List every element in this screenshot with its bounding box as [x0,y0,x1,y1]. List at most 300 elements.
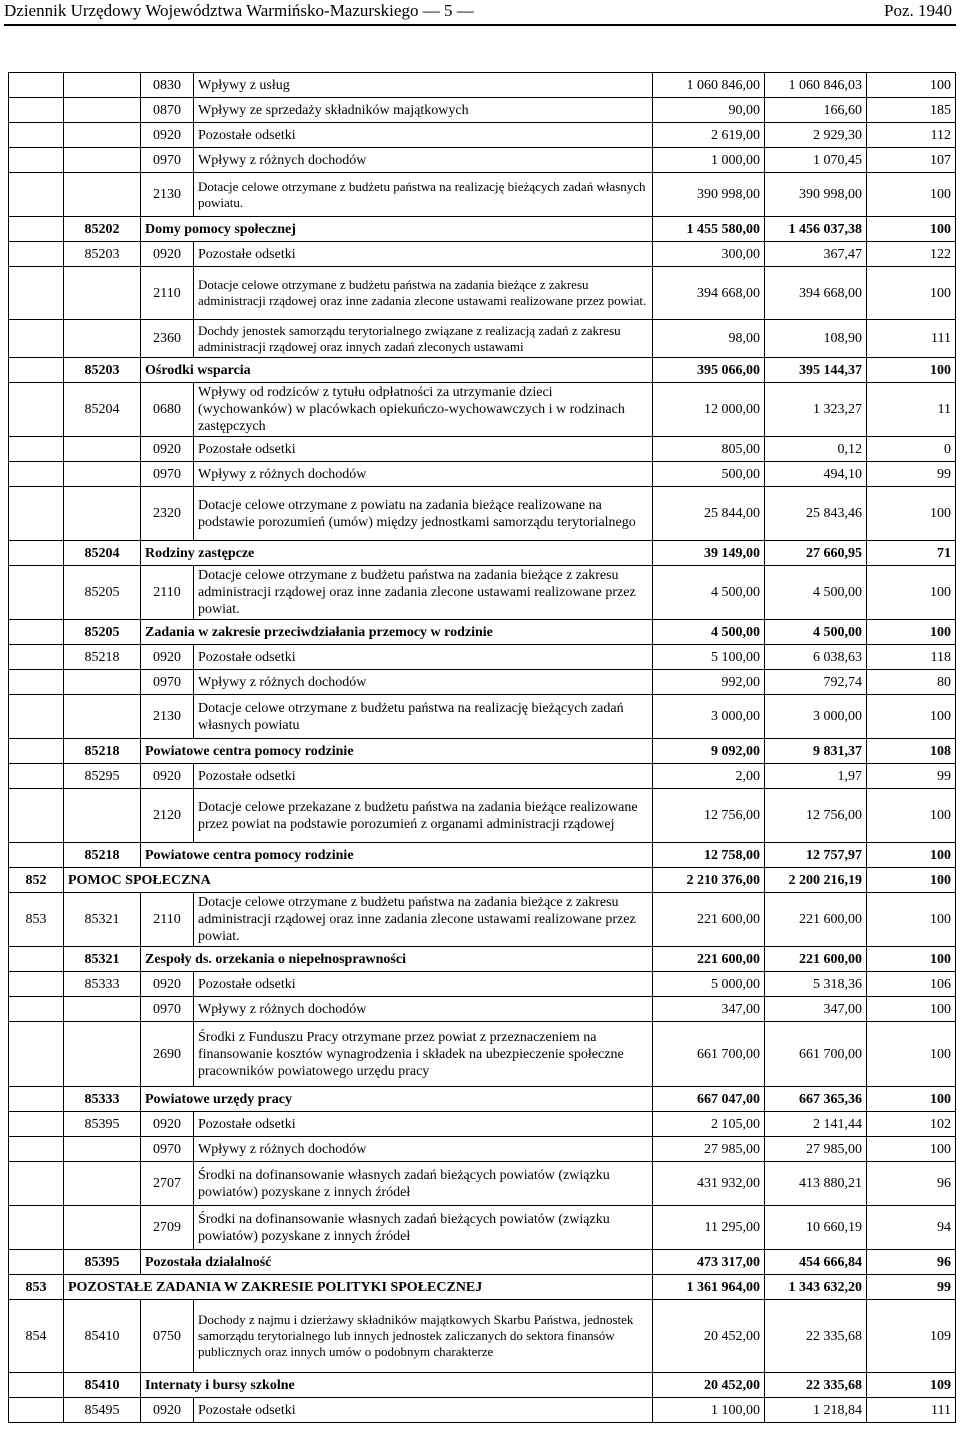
plan-amount: 5 100,00 [653,645,765,670]
executed-amount: 394 668,00 [765,267,867,320]
executed-amount: 367,47 [765,242,867,267]
chapter-code: 85410 [64,1300,141,1373]
chapter-code [64,1137,141,1162]
revenue-description: Wpływy z różnych dochodów [194,462,653,487]
section-label: POZOSTAŁE ZADANIA W ZAKRESIE POLITYKI SPOŁECZNEJ [64,1275,653,1300]
paragraph-code: 0920 [141,123,194,148]
execution-percent: 100 [867,997,956,1022]
chapter-code [64,997,141,1022]
chapter-code: 85495 [64,1398,141,1423]
journal-title: Dziennik Urzędowy Województwa Warmińsko-Mazurskiego — 5 — [4,1,474,20]
executed-amount: 661 700,00 [765,1022,867,1087]
chapter-total-row [9,1250,956,1275]
revenue-description: Wpływy z różnych dochodów [194,997,653,1022]
paragraph-code: 0920 [141,437,194,462]
execution-percent: 100 [867,620,956,645]
execution-percent: 80 [867,670,956,695]
executed-amount: 395 144,37 [765,358,867,383]
plan-amount: 394 668,00 [653,267,765,320]
chapter-code: 85205 [64,620,141,645]
chapter-label: Ośrodki wsparcia [141,358,653,383]
section-code [9,1250,64,1275]
section-code [9,487,64,541]
execution-percent: 100 [867,487,956,541]
chapter-code: 85202 [64,217,141,242]
revenue-description: Wpływy z różnych dochodów [194,1137,653,1162]
executed-amount: 494,10 [765,462,867,487]
section-code [9,843,64,868]
plan-amount: 1 060 846,00 [653,73,765,98]
execution-percent: 94 [867,1206,956,1250]
table-row [9,670,956,695]
paragraph-code: 2690 [141,1022,194,1087]
execution-percent: 111 [867,1398,956,1423]
plan-amount: 1 100,00 [653,1398,765,1423]
section-code [9,383,64,437]
execution-percent: 100 [867,267,956,320]
chapter-label: Powiatowe centra pomocy rodzinie [141,739,653,764]
executed-amount: 22 335,68 [765,1373,867,1398]
executed-amount: 12 756,00 [765,789,867,843]
executed-amount: 1 070,45 [765,148,867,173]
plan-amount: 20 452,00 [653,1300,765,1373]
plan-amount: 221 600,00 [653,947,765,972]
revenue-description: Pozostałe odsetki [194,123,653,148]
executed-amount: 108,90 [765,320,867,358]
executed-amount: 2 929,30 [765,123,867,148]
paragraph-code: 0920 [141,1112,194,1137]
section-code [9,1137,64,1162]
table-row [9,267,956,320]
section-code [9,997,64,1022]
executed-amount: 4 500,00 [765,620,867,645]
chapter-code: 85333 [64,1087,141,1112]
table-row [9,1022,956,1087]
execution-percent: 107 [867,148,956,173]
plan-amount: 20 452,00 [653,1373,765,1398]
budget-table-body [9,73,956,1423]
revenue-description: Wpływy od rodziców z tytułu odpłatności za utrzymanie dzieci (wychowanków) w placówkach opiekuńczo-wychowawczych i w rodzinach zastępczych [194,383,653,437]
table-row [9,487,956,541]
revenue-description: Dotacje celowe otrzymane z budżetu państwa na zadania bieżące z zakresu administracji rządowej oraz inne zadania zlecone ustawami realizowane przez powiat. [194,267,653,320]
table-row [9,383,956,437]
execution-percent: 185 [867,98,956,123]
table-row [9,1398,956,1423]
executed-amount: 2 200 216,19 [765,868,867,893]
section-code [9,566,64,620]
revenue-description: Środki na dofinansowanie własnych zadań bieżących powiatów (związku powiatów) pozyskane z innych źródeł [194,1162,653,1206]
section-code [9,1162,64,1206]
plan-amount: 221 600,00 [653,893,765,947]
executed-amount: 2 141,44 [765,1112,867,1137]
execution-percent: 111 [867,320,956,358]
plan-amount: 2 210 376,00 [653,868,765,893]
chapter-code [64,98,141,123]
execution-percent: 100 [867,73,956,98]
table-row [9,98,956,123]
chapter-code [64,462,141,487]
plan-amount: 805,00 [653,437,765,462]
revenue-description: Wpływy z różnych dochodów [194,670,653,695]
table-row [9,695,956,739]
chapter-code [64,695,141,739]
section-code [9,645,64,670]
execution-percent: 109 [867,1373,956,1398]
chapter-total-row [9,843,956,868]
revenue-description: Pozostałe odsetki [194,764,653,789]
section-code: 853 [9,893,64,947]
paragraph-code: 0870 [141,98,194,123]
executed-amount: 27 985,00 [765,1137,867,1162]
section-total-row [9,1275,956,1300]
table-row [9,173,956,217]
execution-percent: 0 [867,437,956,462]
position-number: Poz. 1940 [884,1,952,20]
paragraph-code: 0920 [141,972,194,997]
plan-amount: 500,00 [653,462,765,487]
plan-amount: 5 000,00 [653,972,765,997]
table-row [9,997,956,1022]
revenue-description: Dochdy jenostek samorządu terytorialnego związane z realizacją zadań z zakresu administracji rządowej oraz innych zadań zleconych ustawami [194,320,653,358]
execution-percent: 112 [867,123,956,148]
chapter-total-row [9,1373,956,1398]
plan-amount: 395 066,00 [653,358,765,383]
plan-amount: 3 000,00 [653,695,765,739]
section-code [9,695,64,739]
revenue-description: Pozostałe odsetki [194,437,653,462]
chapter-total-row [9,947,956,972]
section-code [9,620,64,645]
table-row [9,1137,956,1162]
chapter-total-row [9,620,956,645]
paragraph-code: 2130 [141,695,194,739]
plan-amount: 431 932,00 [653,1162,765,1206]
paragraph-code: 2360 [141,320,194,358]
executed-amount: 5 318,36 [765,972,867,997]
revenue-description: Pozostałe odsetki [194,1112,653,1137]
execution-percent: 100 [867,358,956,383]
execution-percent: 71 [867,541,956,566]
table-row [9,789,956,843]
chapter-code: 85205 [64,566,141,620]
paragraph-code: 0970 [141,1137,194,1162]
plan-amount: 992,00 [653,670,765,695]
revenue-description: Pozostałe odsetki [194,1398,653,1423]
paragraph-code: 2110 [141,893,194,947]
paragraph-code: 0970 [141,670,194,695]
chapter-code: 85410 [64,1373,141,1398]
chapter-code: 85295 [64,764,141,789]
execution-percent: 99 [867,1275,956,1300]
plan-amount: 11 295,00 [653,1206,765,1250]
executed-amount: 10 660,19 [765,1206,867,1250]
execution-percent: 100 [867,843,956,868]
plan-amount: 1 455 580,00 [653,217,765,242]
chapter-code [64,1206,141,1250]
chapter-code: 85218 [64,739,141,764]
revenue-description: Pozostałe odsetki [194,645,653,670]
execution-percent: 100 [867,868,956,893]
plan-amount: 9 092,00 [653,739,765,764]
plan-amount: 473 317,00 [653,1250,765,1275]
paragraph-code: 2130 [141,173,194,217]
revenue-description: Pozostałe odsetki [194,242,653,267]
plan-amount: 347,00 [653,997,765,1022]
execution-percent: 11 [867,383,956,437]
execution-percent: 102 [867,1112,956,1137]
executed-amount: 347,00 [765,997,867,1022]
execution-percent: 100 [867,217,956,242]
table-row [9,123,956,148]
revenue-description: Dotacje celowe otrzymane z budżetu państwa na zadania bieżące z zakresu administracji rządowej oraz inne zadania zlecone ustawami realizowane przez powiat. [194,566,653,620]
executed-amount: 221 600,00 [765,893,867,947]
execution-percent: 100 [867,1087,956,1112]
plan-amount: 25 844,00 [653,487,765,541]
table-row [9,148,956,173]
plan-amount: 390 998,00 [653,173,765,217]
chapter-code [64,148,141,173]
paragraph-code: 2707 [141,1162,194,1206]
section-code: 854 [9,1300,64,1373]
chapter-code: 85333 [64,972,141,997]
table-row [9,1206,956,1250]
chapter-code: 85204 [64,383,141,437]
executed-amount: 221 600,00 [765,947,867,972]
revenue-description: Dotacje celowe otrzymane z budżetu państwa na realizację bieżących zadań własnych powiatu [194,695,653,739]
execution-percent: 109 [867,1300,956,1373]
section-code [9,173,64,217]
execution-percent: 99 [867,462,956,487]
section-code [9,670,64,695]
executed-amount: 27 660,95 [765,541,867,566]
paragraph-code: 0920 [141,1398,194,1423]
execution-percent: 96 [867,1162,956,1206]
plan-amount: 1 361 964,00 [653,1275,765,1300]
executed-amount: 667 365,36 [765,1087,867,1112]
execution-percent: 100 [867,566,956,620]
executed-amount: 3 000,00 [765,695,867,739]
section-code [9,242,64,267]
chapter-code: 85321 [64,893,141,947]
section-code [9,358,64,383]
chapter-label: Powiatowe centra pomocy rodzinie [141,843,653,868]
plan-amount: 1 000,00 [653,148,765,173]
chapter-code: 85204 [64,541,141,566]
executed-amount: 4 500,00 [765,566,867,620]
section-code [9,1022,64,1087]
plan-amount: 39 149,00 [653,541,765,566]
execution-percent: 100 [867,893,956,947]
section-code [9,972,64,997]
plan-amount: 4 500,00 [653,620,765,645]
chapter-code [64,789,141,843]
chapter-label: Rodziny zastępcze [141,541,653,566]
executed-amount: 792,74 [765,670,867,695]
plan-amount: 2 105,00 [653,1112,765,1137]
revenue-description: Dotacje celowe otrzymane z budżetu państwa na realizację bieżących zadań własnych powiatu. [194,173,653,217]
chapter-code: 85218 [64,843,141,868]
paragraph-code: 0750 [141,1300,194,1373]
executed-amount: 0,12 [765,437,867,462]
table-row [9,437,956,462]
section-code [9,462,64,487]
section-code [9,148,64,173]
chapter-code: 85218 [64,645,141,670]
execution-percent: 118 [867,645,956,670]
paragraph-code: 0970 [141,997,194,1022]
paragraph-code: 0970 [141,462,194,487]
executed-amount: 1 323,27 [765,383,867,437]
execution-percent: 100 [867,173,956,217]
section-code: 852 [9,868,64,893]
executed-amount: 1 456 037,38 [765,217,867,242]
section-code [9,1373,64,1398]
chapter-total-row [9,541,956,566]
execution-percent: 100 [867,789,956,843]
chapter-code [64,123,141,148]
executed-amount: 1,97 [765,764,867,789]
revenue-description: Dotacje celowe otrzymane z budżetu państwa na zadania bieżące z zakresu administracji rządowej oraz inne zadania zlecone ustawami realizowane przez powiat. [194,893,653,947]
chapter-code [64,437,141,462]
table-row [9,242,956,267]
plan-amount: 12 756,00 [653,789,765,843]
plan-amount: 12 758,00 [653,843,765,868]
chapter-code: 85203 [64,358,141,383]
revenue-description: Dotacje celowe otrzymane z powiatu na zadania bieżące realizowane na podstawie porozumień (umów) między jednostkami samorządu terytorialnego [194,487,653,541]
revenue-description: Dotacje celowe przekazane z budżetu państwa na zadania bieżące realizowane przez powiat na podstawie porozumień z organami administracji rządowej [194,789,653,843]
paragraph-code: 0970 [141,148,194,173]
table-row [9,1300,956,1373]
executed-amount: 9 831,37 [765,739,867,764]
executed-amount: 454 666,84 [765,1250,867,1275]
section-code [9,1087,64,1112]
section-code [9,267,64,320]
plan-amount: 2,00 [653,764,765,789]
section-code [9,764,64,789]
table-row [9,1112,956,1137]
plan-amount: 12 000,00 [653,383,765,437]
executed-amount: 1 343 632,20 [765,1275,867,1300]
revenue-description: Wpływy z usług [194,73,653,98]
chapter-total-row [9,1087,956,1112]
plan-amount: 90,00 [653,98,765,123]
plan-amount: 27 985,00 [653,1137,765,1162]
plan-amount: 667 047,00 [653,1087,765,1112]
table-row [9,645,956,670]
table-row [9,972,956,997]
revenue-description: Środki na dofinansowanie własnych zadań bieżących powiatów (związku powiatów) pozyskane z innych źródeł [194,1206,653,1250]
table-row [9,73,956,98]
chapter-label: Internaty i bursy szkolne [141,1373,653,1398]
table-row [9,1162,956,1206]
chapter-code [64,1022,141,1087]
chapter-code [64,320,141,358]
section-code [9,98,64,123]
revenue-description: Wpływy z różnych dochodów [194,148,653,173]
executed-amount: 25 843,46 [765,487,867,541]
executed-amount: 6 038,63 [765,645,867,670]
section-code: 853 [9,1275,64,1300]
paragraph-code: 0920 [141,645,194,670]
paragraph-code: 0680 [141,383,194,437]
paragraph-code: 0920 [141,764,194,789]
execution-percent: 99 [867,764,956,789]
budget-table [8,72,956,1423]
chapter-total-row [9,358,956,383]
execution-percent: 100 [867,1137,956,1162]
paragraph-code: 2110 [141,566,194,620]
section-code [9,947,64,972]
table-row [9,320,956,358]
executed-amount: 1 218,84 [765,1398,867,1423]
chapter-total-row [9,217,956,242]
plan-amount: 661 700,00 [653,1022,765,1087]
chapter-label: Zadania w zakresie przeciwdziałania przemocy w rodzinie [141,620,653,645]
revenue-description: Środki z Funduszu Pracy otrzymane przez powiat z przeznaczeniem na finansowanie kosztów wynagrodzenia i składek na ubezpieczenie społeczne pracowników powiatowego urzędu pracy [194,1022,653,1087]
section-code [9,1112,64,1137]
chapter-label: Domy pomocy społecznej [141,217,653,242]
chapter-code: 85395 [64,1112,141,1137]
execution-percent: 100 [867,695,956,739]
section-code [9,217,64,242]
executed-amount: 413 880,21 [765,1162,867,1206]
chapter-code: 85321 [64,947,141,972]
revenue-description: Wpływy ze sprzedaży składników majątkowych [194,98,653,123]
paragraph-code: 2120 [141,789,194,843]
execution-percent: 106 [867,972,956,997]
execution-percent: 100 [867,947,956,972]
table-row [9,764,956,789]
chapter-label: Pozostała działalność [141,1250,653,1275]
table-row [9,893,956,947]
executed-amount: 22 335,68 [765,1300,867,1373]
chapter-label: Powiatowe urzędy pracy [141,1087,653,1112]
section-code [9,1398,64,1423]
chapter-code [64,1162,141,1206]
section-label: POMOC SPOŁECZNA [64,868,653,893]
chapter-code: 85203 [64,242,141,267]
section-code [9,789,64,843]
plan-amount: 2 619,00 [653,123,765,148]
chapter-code [64,670,141,695]
chapter-label: Zespoły ds. orzekania o niepełnosprawności [141,947,653,972]
paragraph-code: 0920 [141,242,194,267]
plan-amount: 98,00 [653,320,765,358]
plan-amount: 4 500,00 [653,566,765,620]
revenue-description: Pozostałe odsetki [194,972,653,997]
paragraph-code: 0830 [141,73,194,98]
execution-percent: 96 [867,1250,956,1275]
section-code [9,73,64,98]
chapter-code [64,73,141,98]
executed-amount: 12 757,97 [765,843,867,868]
executed-amount: 166,60 [765,98,867,123]
table-row [9,462,956,487]
execution-percent: 108 [867,739,956,764]
revenue-description: Dochody z najmu i dzierżawy składników majątkowych Skarbu Państwa, jednostek samorządu terytorialnego lub innych jednostek zaliczanych do sektora finansów publicznych oraz innych umów o podobnym charakterze [194,1300,653,1373]
section-code [9,320,64,358]
section-code [9,739,64,764]
section-code [9,541,64,566]
chapter-code [64,487,141,541]
executed-amount: 1 060 846,03 [765,73,867,98]
table-row [9,566,956,620]
chapter-code: 85395 [64,1250,141,1275]
plan-amount: 300,00 [653,242,765,267]
executed-amount: 390 998,00 [765,173,867,217]
section-code [9,1206,64,1250]
paragraph-code: 2320 [141,487,194,541]
